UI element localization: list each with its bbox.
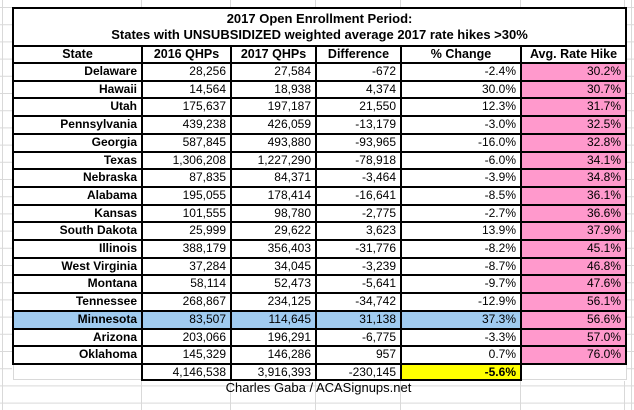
difference-cell[interactable]: -2,775 <box>316 205 401 223</box>
pct-change-cell[interactable]: -2.4% <box>401 63 521 81</box>
table-row <box>13 275 626 293</box>
table-row <box>13 346 626 364</box>
avg-rate-hike-cell[interactable]: 30.7% <box>521 81 626 99</box>
avg-rate-hike-cell[interactable]: 31.7% <box>521 98 626 116</box>
column-header-2016-qhps[interactable]: 2016 QHPs <box>142 46 231 63</box>
difference-cell[interactable]: -34,742 <box>316 293 401 311</box>
table-row <box>13 152 626 170</box>
totals-row <box>13 364 626 380</box>
table-row <box>13 205 626 223</box>
avg-rate-hike-cell[interactable]: 46.8% <box>521 258 626 276</box>
state-cell[interactable]: Utah <box>13 98 142 116</box>
qhp-2016-cell[interactable]: 14,564 <box>142 81 231 99</box>
pct-change-cell[interactable]: -3.9% <box>401 169 521 187</box>
qhp-2017-cell[interactable]: 146,286 <box>231 346 316 364</box>
pct-change-cell[interactable]: -2.7% <box>401 205 521 223</box>
title-cell[interactable] <box>13 8 626 46</box>
totals-pct-change-cell[interactable]: -5.6% <box>401 364 521 380</box>
state-cell[interactable]: Arizona <box>13 329 142 347</box>
difference-cell[interactable]: -6,775 <box>316 329 401 347</box>
pct-change-cell[interactable]: -3.3% <box>401 329 521 347</box>
state-cell[interactable]: Hawaii <box>13 81 142 99</box>
state-cell[interactable]: Pennsylvania <box>13 116 142 134</box>
table-row <box>13 116 626 134</box>
rate-hike-table <box>12 7 627 381</box>
qhp-2017-cell[interactable]: 356,403 <box>231 240 316 258</box>
totals-empty-cell[interactable] <box>521 364 626 380</box>
state-cell[interactable]: Georgia <box>13 134 142 152</box>
pct-change-cell[interactable]: -3.0% <box>401 116 521 134</box>
state-cell[interactable]: Delaware <box>13 63 142 81</box>
table-row <box>13 240 626 258</box>
table-title-line-1: 2017 Open Enrollment Period: <box>226 11 413 26</box>
pct-change-cell[interactable]: -8.7% <box>401 258 521 276</box>
state-cell[interactable]: Kansas <box>13 205 142 223</box>
difference-cell[interactable]: 957 <box>316 346 401 364</box>
pct-change-cell[interactable]: -12.9% <box>401 293 521 311</box>
qhp-2016-cell[interactable]: 28,256 <box>142 63 231 81</box>
qhp-2017-cell[interactable]: 426,059 <box>231 116 316 134</box>
column-header-difference[interactable]: Difference <box>316 46 401 63</box>
qhp-2017-cell[interactable]: 84,371 <box>231 169 316 187</box>
difference-cell[interactable]: 4,374 <box>316 81 401 99</box>
qhp-2016-cell[interactable]: 145,329 <box>142 346 231 364</box>
avg-rate-hike-cell[interactable]: 36.6% <box>521 205 626 223</box>
table-title-line-2: States with UNSUBSIDIZED weighted average 2017 rate hikes >30% <box>111 27 528 42</box>
difference-cell[interactable]: -78,918 <box>316 152 401 170</box>
avg-rate-hike-cell[interactable]: 57.0% <box>521 329 626 347</box>
state-cell[interactable]: Alabama <box>13 187 142 205</box>
avg-rate-hike-cell[interactable]: 76.0% <box>521 346 626 364</box>
table-row <box>13 222 626 240</box>
difference-cell[interactable]: 3,623 <box>316 222 401 240</box>
table-row <box>13 134 626 152</box>
pct-change-cell[interactable]: -8.2% <box>401 240 521 258</box>
difference-cell[interactable]: 31,138 <box>316 311 401 329</box>
table-row <box>13 293 626 311</box>
qhp-2016-cell[interactable]: 83,507 <box>142 311 231 329</box>
qhp-2016-cell[interactable]: 87,835 <box>142 169 231 187</box>
state-cell[interactable]: Tennessee <box>13 293 142 311</box>
pct-change-cell[interactable]: 37.3% <box>401 311 521 329</box>
state-cell[interactable]: South Dakota <box>13 222 142 240</box>
avg-rate-hike-cell[interactable]: 45.1% <box>521 240 626 258</box>
pct-change-cell[interactable]: 0.7% <box>401 346 521 364</box>
qhp-2017-cell[interactable]: 196,291 <box>231 329 316 347</box>
qhp-2017-cell[interactable]: 493,880 <box>231 134 316 152</box>
pct-change-cell[interactable]: 13.9% <box>401 222 521 240</box>
state-cell[interactable]: Oklahoma <box>13 346 142 364</box>
avg-rate-hike-cell[interactable]: 32.5% <box>521 116 626 134</box>
table-row <box>13 311 626 329</box>
table-row <box>13 98 626 116</box>
qhp-2017-cell[interactable]: 27,584 <box>231 63 316 81</box>
qhp-2017-cell[interactable]: 98,780 <box>231 205 316 223</box>
state-cell[interactable]: Texas <box>13 152 142 170</box>
avg-rate-hike-cell[interactable]: 34.1% <box>521 152 626 170</box>
difference-cell[interactable]: -16,641 <box>316 187 401 205</box>
state-cell[interactable]: Montana <box>13 275 142 293</box>
column-header-pct-change[interactable]: % Change <box>401 46 521 63</box>
state-cell[interactable]: West Virginia <box>13 258 142 276</box>
qhp-2016-cell[interactable]: 1,306,208 <box>142 152 231 170</box>
totals-qhp-2017-cell[interactable]: 3,916,393 <box>231 364 316 380</box>
avg-rate-hike-cell[interactable]: 37.9% <box>521 222 626 240</box>
state-cell[interactable]: Illinois <box>13 240 142 258</box>
qhp-2017-cell[interactable]: 197,187 <box>231 98 316 116</box>
avg-rate-hike-cell[interactable]: 36.1% <box>521 187 626 205</box>
qhp-2017-cell[interactable]: 114,645 <box>231 311 316 329</box>
totals-state-cell[interactable] <box>13 364 142 380</box>
qhp-2016-cell[interactable]: 175,637 <box>142 98 231 116</box>
table-row <box>13 169 626 187</box>
totals-qhp-2016-cell[interactable]: 4,146,538 <box>142 364 231 380</box>
pct-change-cell[interactable]: -8.5% <box>401 187 521 205</box>
qhp-2016-cell[interactable]: 101,555 <box>142 205 231 223</box>
column-header-row <box>13 46 626 63</box>
pct-change-cell[interactable]: -16.0% <box>401 134 521 152</box>
avg-rate-hike-cell[interactable]: 34.8% <box>521 169 626 187</box>
table-body <box>13 63 626 364</box>
avg-rate-hike-cell[interactable]: 32.8% <box>521 134 626 152</box>
state-cell[interactable]: Minnesota <box>13 311 142 329</box>
qhp-2016-cell[interactable]: 268,867 <box>142 293 231 311</box>
table-row <box>13 258 626 276</box>
totals-difference-cell[interactable]: -230,145 <box>316 364 401 380</box>
qhp-2017-cell[interactable]: 34,045 <box>231 258 316 276</box>
difference-cell[interactable]: -5,641 <box>316 275 401 293</box>
qhp-2017-cell[interactable]: 1,227,290 <box>231 152 316 170</box>
avg-rate-hike-cell[interactable]: 56.1% <box>521 293 626 311</box>
pct-change-cell[interactable]: -6.0% <box>401 152 521 170</box>
title-row <box>13 8 626 46</box>
difference-cell[interactable]: -31,776 <box>316 240 401 258</box>
qhp-2016-cell[interactable]: 58,114 <box>142 275 231 293</box>
difference-cell[interactable]: -13,179 <box>316 116 401 134</box>
avg-rate-hike-cell[interactable]: 56.6% <box>521 311 626 329</box>
qhp-2016-cell[interactable]: 25,999 <box>142 222 231 240</box>
state-cell[interactable]: Nebraska <box>13 169 142 187</box>
qhp-2017-cell[interactable]: 29,622 <box>231 222 316 240</box>
difference-cell[interactable]: -3,239 <box>316 258 401 276</box>
difference-cell[interactable]: -3,464 <box>316 169 401 187</box>
qhp-2017-cell[interactable]: 234,125 <box>231 293 316 311</box>
qhp-2016-cell[interactable]: 388,179 <box>142 240 231 258</box>
difference-cell[interactable]: -672 <box>316 63 401 81</box>
attribution-text: Charles Gaba / ACASignups.net <box>225 380 412 395</box>
table-row <box>13 81 626 99</box>
avg-rate-hike-cell[interactable]: 47.6% <box>521 275 626 293</box>
column-header-state[interactable]: State <box>13 46 142 63</box>
qhp-2017-cell[interactable]: 18,938 <box>231 81 316 99</box>
table-row <box>13 187 626 205</box>
pct-change-cell[interactable]: 30.0% <box>401 81 521 99</box>
qhp-2016-cell[interactable]: 37,284 <box>142 258 231 276</box>
qhp-2017-cell[interactable]: 178,414 <box>231 187 316 205</box>
column-header-2017-qhps[interactable]: 2017 QHPs <box>231 46 316 63</box>
pct-change-cell[interactable]: 12.3% <box>401 98 521 116</box>
avg-rate-hike-cell[interactable]: 30.2% <box>521 63 626 81</box>
table-row <box>13 329 626 347</box>
pct-change-cell[interactable]: -9.7% <box>401 275 521 293</box>
qhp-2017-cell[interactable]: 52,473 <box>231 275 316 293</box>
qhp-2016-cell[interactable]: 587,845 <box>142 134 231 152</box>
column-header-avg-rate-hike[interactable]: Avg. Rate Hike <box>521 46 626 63</box>
difference-cell[interactable]: -93,965 <box>316 134 401 152</box>
qhp-2016-cell[interactable]: 439,238 <box>142 116 231 134</box>
table-row <box>13 63 626 81</box>
qhp-2016-cell[interactable]: 203,066 <box>142 329 231 347</box>
difference-cell[interactable]: 21,550 <box>316 98 401 116</box>
qhp-2016-cell[interactable]: 195,055 <box>142 187 231 205</box>
